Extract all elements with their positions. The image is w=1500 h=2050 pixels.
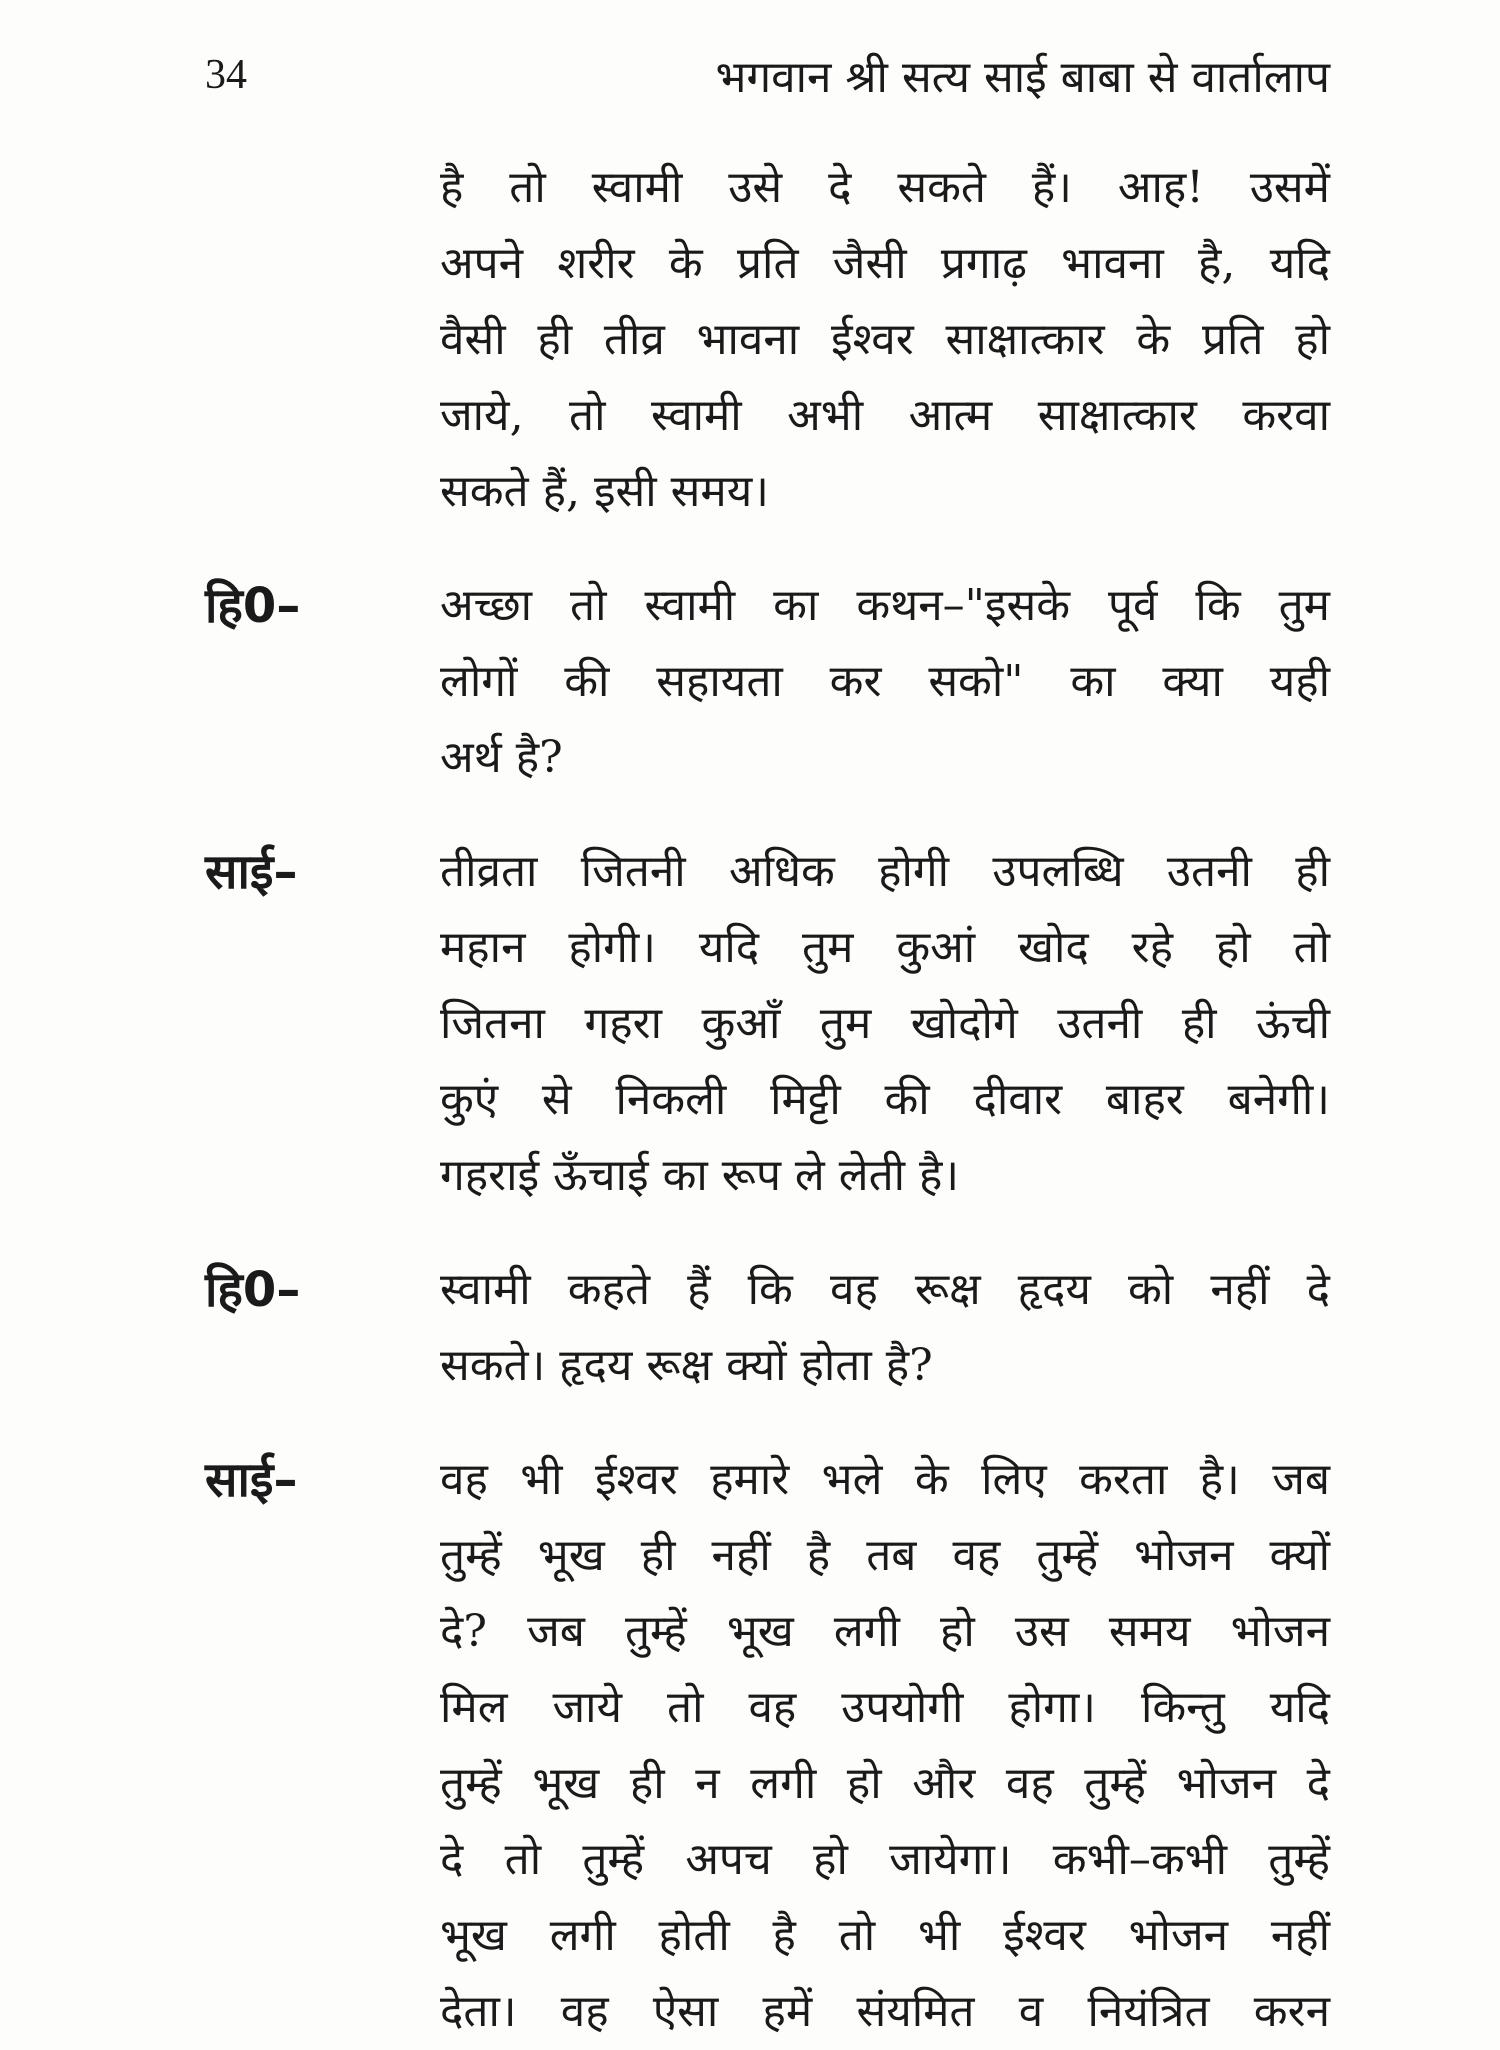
speaker-label: साई–	[205, 1452, 298, 1508]
dialogue-block	[205, 1442, 1330, 2050]
running-title: भगवान श्री सत्य साई बाबा से वार्तालाप	[715, 52, 1330, 103]
text-line: लोगों की सहायता कर सको" का क्या यही	[440, 656, 1330, 707]
dialogue-block	[205, 150, 1330, 530]
text-line: जाये, तो स्वामी अभी आत्म साक्षात्कार करवा	[440, 390, 1330, 441]
dialogue-block	[205, 568, 1330, 796]
text-line: तुम्हें भूख ही नहीं है तब वह तुम्हें भोजन क्यों	[440, 1530, 1330, 1581]
text-line: अपने शरीर के प्रति जैसी प्रगाढ़ भावना है, यदि	[440, 238, 1330, 289]
paragraph-gap	[205, 1214, 1330, 1252]
dialogue-paragraph	[440, 150, 1330, 530]
text-line: गहराई ऊँचाई का रूप ले लेती है।	[440, 1150, 960, 1201]
text-line: कुएं से निकली मिट्टी की दीवार बाहर बनेगी।	[440, 1074, 1330, 1125]
paragraph-gap	[205, 530, 1330, 568]
text-line: दे? जब तुम्हें भूख लगी हो उस समय भोजन	[440, 1606, 1330, 1657]
text-line: दे तो तुम्हें अपच हो जायेगा। कभी–कभी तुम्हें	[440, 1834, 1330, 1885]
speaker-label: साई–	[205, 844, 298, 900]
text-line: देता। वह ऐसा हमें संयमित व नियंत्रित करन	[440, 1986, 1330, 2037]
text-line: महान होगी। यदि तुम कुआं खोद रहे हो तो	[440, 922, 1330, 973]
text-line: स्वामी कहते हैं कि वह रूक्ष हृदय को नहीं दे	[440, 1264, 1330, 1315]
text-line: जितना गहरा कुआँ तुम खोदोगे उतनी ही ऊंची	[440, 998, 1330, 1049]
dialogue-paragraph	[440, 568, 1330, 796]
text-line: भूख लगी होती है तो भी ईश्वर भोजन नहीं	[440, 1910, 1330, 1961]
speaker-label: हि0–	[205, 578, 301, 634]
page-number: 34	[205, 52, 247, 98]
paragraph-gap	[205, 796, 1330, 834]
dialogue-block	[205, 834, 1330, 1214]
text-line: अर्थ है?	[440, 732, 563, 783]
dialogue-paragraph	[440, 834, 1330, 1214]
paragraph-gap	[205, 1404, 1330, 1442]
text-line: सकते। हृदय रूक्ष क्यों होता है?	[440, 1340, 933, 1391]
text-line: तुम्हें भूख ही न लगी हो और वह तुम्हें भोजन दे	[440, 1758, 1330, 1809]
text-line: वैसी ही तीव्र भावना ईश्वर साक्षात्कार के प्रति हो	[440, 314, 1330, 365]
dialogue-paragraph	[440, 1252, 1330, 1404]
text-line: है तो स्वामी उसे दे सकते हैं। आह! उसमें	[440, 162, 1330, 213]
dialogue-block	[205, 1252, 1330, 1404]
text-line: वह भी ईश्वर हमारे भले के लिए करता है। जब	[440, 1454, 1330, 1505]
text-line: सकते हैं, इसी समय।	[440, 466, 769, 517]
text-line: अच्छा तो स्वामी का कथन–"इसके पूर्व कि तुम	[440, 580, 1330, 631]
dialogue-paragraph	[440, 1442, 1330, 2050]
dialogue-body	[205, 150, 1330, 2050]
text-line: तीव्रता जितनी अधिक होगी उपलब्धि उतनी ही	[440, 846, 1330, 897]
page-header	[205, 45, 1330, 115]
speaker-label: हि0–	[205, 1262, 301, 1318]
text-line: मिल जाये तो वह उपयोगी होगा। किन्तु यदि	[440, 1682, 1330, 1733]
